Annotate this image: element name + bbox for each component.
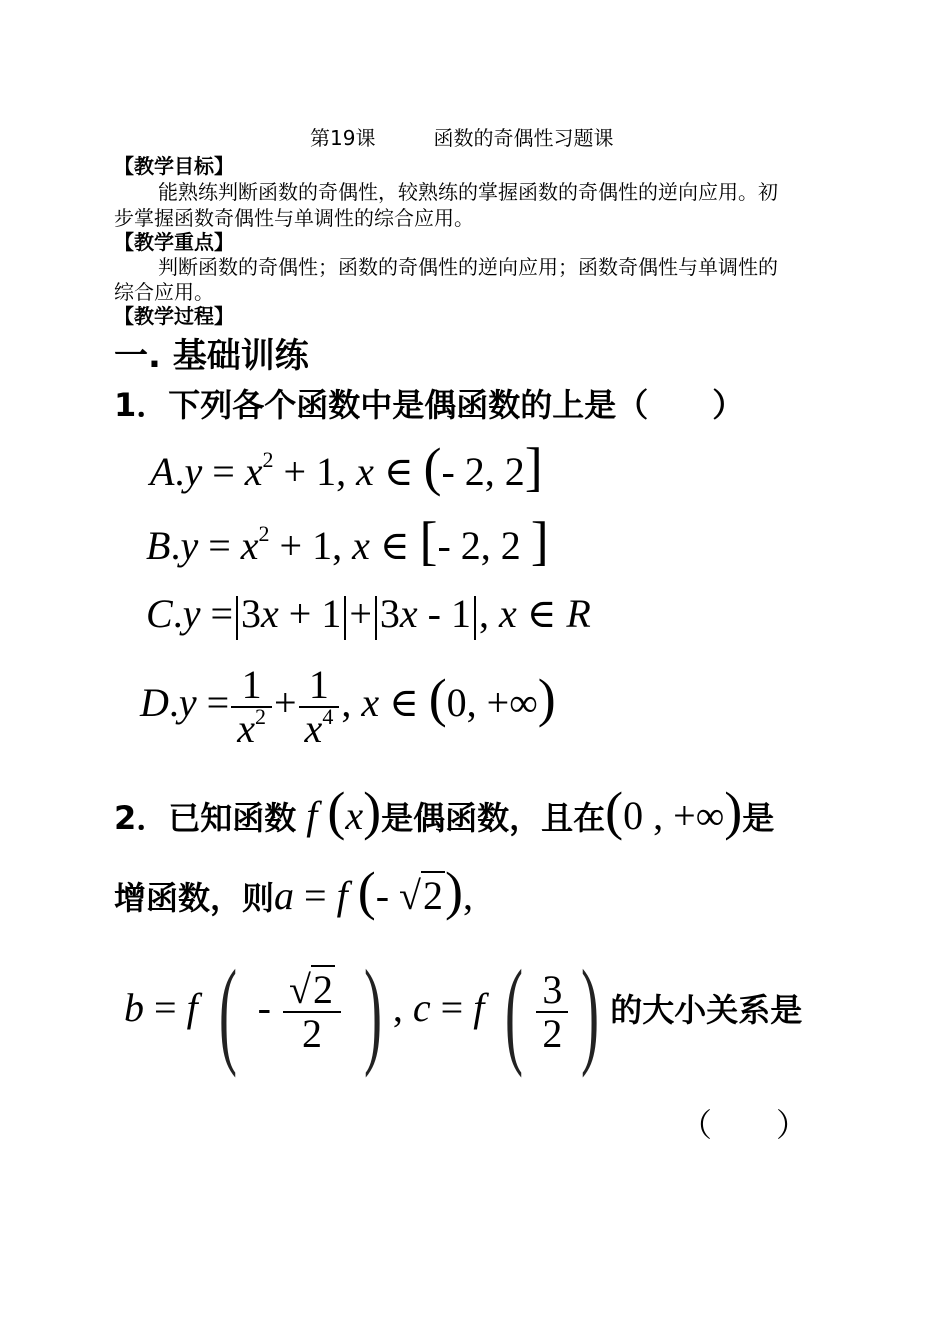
q2-compare: 的大小关系是: [610, 992, 803, 1029]
q2-intro: 2．已知函数: [114, 799, 297, 837]
process-label: 【教学过程】: [114, 304, 234, 328]
option-a: $A.y = x^2 + 1$, x ∈ (- 2, 2]: [150, 437, 543, 497]
question-2-line3: b = f ( - $\frac{√2}{2}$ ) , c = f ( $\frac{3}{2}$ ) 的大小关系是: [124, 945, 803, 1078]
q2-fx: f (x): [306, 781, 382, 841]
lesson-topic: 函数的奇偶性习题课: [433, 126, 614, 150]
goals-text-line2: 步掌握函数奇偶性与单调性的综合应用。: [114, 206, 474, 230]
lesson-number: 第19课: [310, 126, 376, 150]
q2-a-def: a = f (- √2),: [274, 861, 473, 921]
goals-label: 【教学目标】: [114, 154, 234, 178]
answer-blank: （ ）: [680, 1106, 809, 1144]
keypoints-text-line2: 综合应用。: [114, 280, 214, 304]
option-d: D.y = $\frac{1}{x^2}$ + $\frac{1}{x^4}$ , x ∈ (0, +∞): [140, 662, 556, 751]
option-b: $B.y = x^2 + 1$, x ∈ [- 2, 2 ]: [146, 511, 549, 571]
option-c: C.y = 3x + 1 + 3x - 1 , x ∈ R: [146, 590, 591, 640]
goals-text-line1: 能熟练判断函数的奇偶性，较熟练的掌握函数的奇偶性的逆向应用。初: [158, 180, 778, 204]
keypoints-text-line1: 判断函数的奇偶性；函数的奇偶性的逆向应用；函数奇偶性与单调性的: [158, 255, 778, 279]
q2-interval: (0 , +∞): [605, 781, 743, 841]
q2-is: 是: [742, 799, 775, 837]
q2-even: 是偶函数，且在: [381, 799, 606, 837]
question-1-stem: 1．下列各个函数中是偶函数的上是（ ）: [114, 386, 745, 424]
q2-increasing: 增函数，则: [114, 879, 275, 917]
keypoints-label: 【教学重点】: [114, 230, 234, 254]
question-2-line1: [114, 780, 774, 842]
question-2-line2: [114, 860, 473, 922]
page-title: [310, 122, 613, 151]
section-heading: 一. 基础训练: [114, 336, 309, 376]
